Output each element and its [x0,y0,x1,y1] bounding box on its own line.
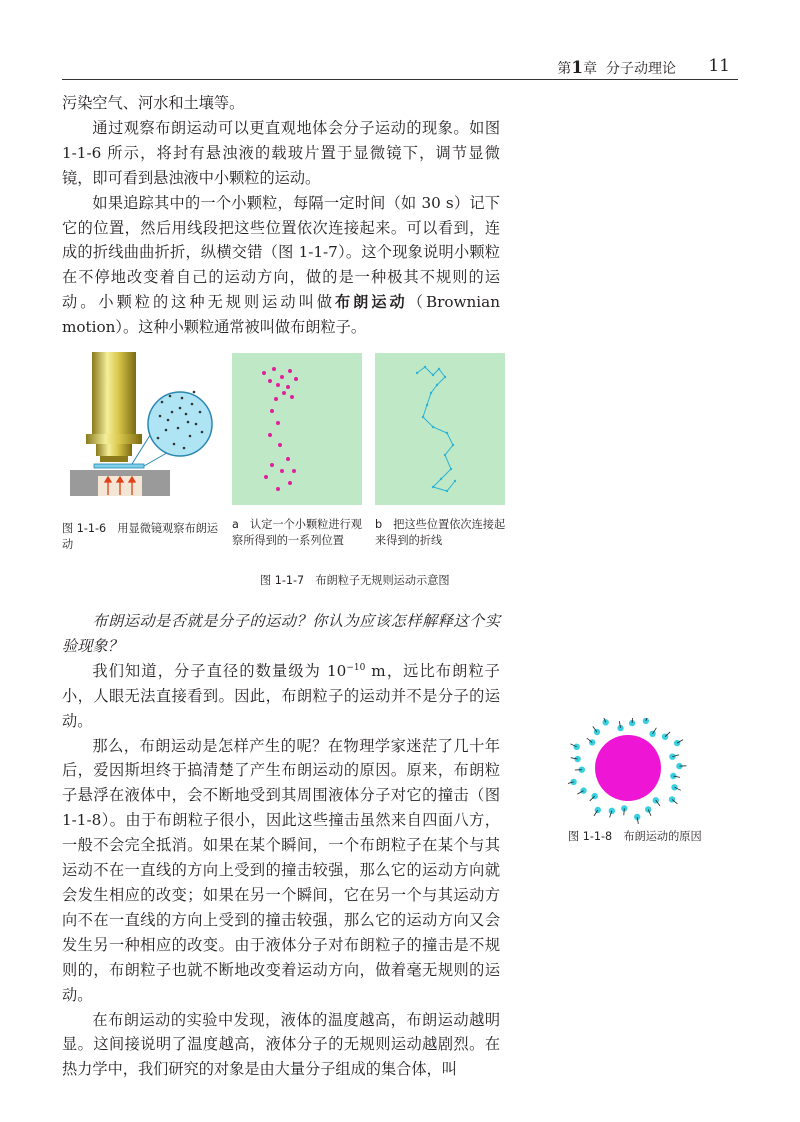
microscope-tube [92,352,136,434]
path-dot [454,480,456,482]
position-dot [280,375,284,379]
path-dot [416,372,418,374]
page-number: 11 [708,56,730,76]
path-dot [438,368,440,370]
brownian-positions-panel [232,353,362,505]
particle-dot [173,443,176,446]
chapter-title: 分子动理论 [606,61,676,77]
liquid-molecule [653,797,659,803]
path-dot [422,416,424,418]
microscope-collar [86,434,142,444]
molecule-motion-arrow [624,808,625,815]
chapter-number: 1 [571,58,584,78]
thinking-question: 布朗运动是否就是分子的运动？你认为应该怎样解释这个实验现象？ [62,612,500,655]
particle-dot [183,447,186,450]
position-dot [268,433,272,437]
liquid-molecule [649,731,655,737]
stage-right [142,476,170,496]
particle-dot [193,391,196,394]
panel-background [375,353,505,505]
figure-caption: 图 1-1-6 用显微镜观察布朗运动 [62,522,219,551]
path-dot [450,468,452,470]
path-dot [424,366,426,368]
running-header [62,56,738,80]
chapter-heading [557,58,676,78]
position-dot [282,391,286,395]
paragraph [62,659,500,734]
particle-dot [165,429,168,432]
position-dot [264,475,268,479]
lens-tip [100,456,128,462]
particle-dot [189,435,192,438]
path-dot [446,432,448,434]
liquid-molecule [674,740,680,746]
position-dot [280,469,284,473]
particle-dot [201,431,204,434]
path-dot [440,478,442,480]
liquid-molecule [643,718,649,724]
particle-dot [171,411,174,414]
particle-dot [179,407,182,410]
text-block-bottom [62,609,500,1082]
position-dot [288,369,292,373]
text-run: m，远比布朗粒子小，人眼无法直接看到。因此，布朗粒子的运动并不是分子的运动。 [62,661,500,730]
paragraph: 污染空气、河水和土壤等。 [62,94,245,112]
position-dot [270,409,274,413]
chapter-suffix: 章 [583,61,598,77]
path-dot [452,444,454,446]
subfigure-caption-b: b 把这些位置依次连接起来得到的折线 [375,518,506,547]
magnified-view-circle [148,392,212,456]
header-rule [62,79,738,80]
objective-lens [96,444,132,456]
position-dot [268,379,272,383]
position-dot [276,383,280,387]
position-dot [286,385,290,389]
position-dot [288,481,292,485]
path-dot [432,374,434,376]
particle-dot [159,415,162,418]
position-dot [270,463,274,467]
liquid-molecule [609,808,615,814]
position-dot [292,469,296,473]
paragraph: 在布朗运动的实验中发现，液体的温度越高，布朗运动越明显。这间接说明了温度越高，液体分子的无规则运动越剧烈。在热力学中，我们研究的对象是由大量分子组成的集合体，叫 [62,1010,500,1079]
text-run: 我们知道，分子直径的数量级为 10 [92,661,347,680]
position-dot [294,377,298,381]
particle-dot [167,419,170,422]
particle-dot [177,427,180,430]
path-dot [444,376,446,378]
paragraph: 那么，布朗运动是怎样产生的呢？在物理学家迷茫了几十年后，爱因斯坦终于搞清楚了产生布朗运动的原因。原来，布朗粒子悬浮在液体中，会不断地受到其周围液体分子对它的撞击（图 1-1-8）。由于布朗粒子很小，因此这些撞击虽然来自四面八方，一般不会完全抵消。如果在某个瞬间，一个布朗粒子在某个与其运动不在一直线的方向上受到的撞击较强，那么它的运动方向就会发生相应的改变；如果在另一个瞬间，它在另一个与其运动方向不在一直线的方向上受到的撞击较强，那么它的运动方向又会发生另一种相应的改变。由于液体分子对布朗粒子的撞击是不规则的，布朗粒子也就不断地改变着运动方向，做着毫无规则的运动。 [62,736,500,1004]
paragraph [62,191,500,340]
exponent: −10 [346,662,366,673]
position-dot [278,443,282,447]
path-dot [446,490,448,492]
position-dot [276,487,280,491]
text-run: （Brownian motion）。这种小颗粒通常被叫做布朗粒子。 [62,293,501,337]
path-dot [430,392,432,394]
position-dot [290,395,294,399]
position-dot [286,457,290,461]
subfigure-caption-a: a 认定一个小颗粒进行观察所得到的一系列位置 [232,518,362,547]
brownian-path-panel [375,353,505,505]
particle-dot [157,437,160,440]
brownian-cause-illustration [568,718,688,824]
particle-dot [161,401,164,404]
text-run: 如果追踪其中的一个小颗粒，每隔一定时间（如 30 s）记下它的位置，然后用线段把这些位置依次连接起来。可以看到，连成的折线曲曲折折，纵横交错（图 1-1-7）。这个现象说明小颗粒在不停地改变着自己的运动方向，做的是一种极其不规则的运动。小颗粒的这种无规则运动叫做 [62,193,500,312]
path-dot [432,486,434,488]
figure-caption: 图 1-1-8 布朗运动的原因 [568,830,702,843]
molecule-motion-arrow [632,718,633,723]
liquid-molecule [670,773,676,779]
position-dot [274,397,278,401]
brownian-particle [595,735,661,801]
liquid-molecule [574,744,580,750]
stage-top [70,470,170,476]
key-term: 布朗运动 [334,293,408,312]
liquid-molecule [671,784,677,790]
path-dot [432,426,434,428]
position-dot [262,371,266,375]
particle-dot [181,397,184,400]
path-dot [436,384,438,386]
particle-dot [195,423,198,426]
paragraph: 通过观察布朗运动可以更直观地体会分子运动的现象。如图 1-1-6 所示，将封有悬浊液的载玻片置于显微镜下，调节显微镜，即可看到悬浊液中小颗粒的运动。 [62,118,500,187]
particle-dot [185,413,188,416]
particle-dot [169,395,172,398]
liquid-molecule [580,787,586,793]
path-dot [426,404,428,406]
glass-slide [94,464,144,468]
panel-background [232,353,362,505]
particle-dot [191,403,194,406]
text-block-top [62,91,500,340]
particle-dot [187,421,190,424]
particle-dot [199,411,202,414]
microscope-illustration [62,352,222,504]
stage-left [70,476,98,496]
figure-caption: 图 1-1-7 布朗粒子无规则运动示意图 [260,574,450,587]
path-dot [444,454,446,456]
chapter-prefix: 第 [557,61,572,77]
position-dot [272,367,276,371]
position-dot [276,421,280,425]
